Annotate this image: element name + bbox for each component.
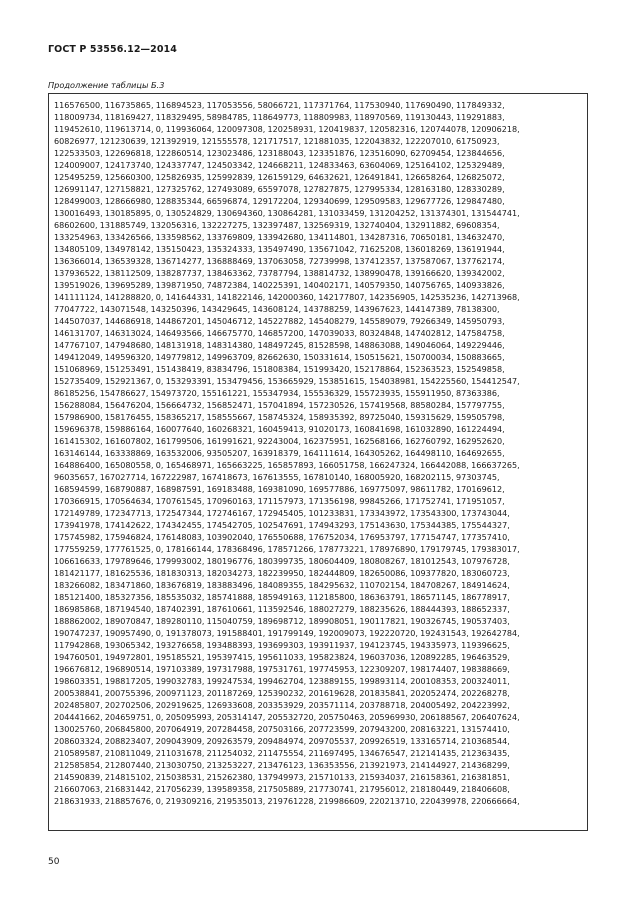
- table-line: 130016493, 130185895, 0, 130524829, 130694360, 130864281, 131033459, 131204252, 131374301, 131544741,: [54, 209, 520, 218]
- table-line: 190747237, 190957490, 0, 191378073, 191588401, 191799149, 192009073, 192220720, 192431543, 192642784,: [54, 629, 520, 638]
- table-line: 119452610, 119613714, 0, 119936064, 120097308, 120258931, 120419837, 120582316, 120744078, 120906218,: [54, 125, 520, 134]
- table-line: 96035657, 167027714, 167222987, 167418673, 167613555, 167810140, 168005920, 168202115, 97303745,: [54, 473, 500, 482]
- table-line: 161415302, 161607802, 161799506, 161991621, 92243004, 162375951, 162568166, 162760792, 162952620,: [54, 437, 505, 446]
- table-line: 60826977, 121230639, 121392919, 121555578, 121717517, 121881035, 122043832, 122207010, 61750923,: [54, 137, 500, 146]
- table-line: 151068969, 151253491, 151438419, 83834796, 151808384, 151993420, 152178864, 152363523, 152549858,: [54, 365, 505, 374]
- table-line: 137936522, 138112509, 138287737, 138463362, 73787794, 138814732, 138990478, 139166620, 139342002,: [54, 269, 505, 278]
- table-line: 122533503, 122696818, 122860514, 123023486, 123188043, 123351876, 123516090, 62709454, 123844656,: [54, 149, 505, 158]
- table-line: 134805109, 134978142, 135150423, 135324333, 135497490, 135671042, 71625208, 136018269, 136191944,: [54, 245, 505, 254]
- table-line: 77047722, 143071548, 143250396, 143429645, 143608124, 143788259, 143967623, 144147389, 78138300,: [54, 305, 500, 314]
- table-line: 216607063, 216831442, 217056239, 139589358, 217505889, 217730741, 217956012, 218180449, 218406608,: [54, 785, 510, 794]
- table-line: 194760501, 194972801, 195185521, 195397415, 195611033, 195823824, 196037036, 120892285, 196463529,: [54, 653, 510, 662]
- table-line: 163146144, 163338869, 163532006, 93505207, 163918379, 164111614, 164305262, 164498110, 164692655,: [54, 449, 505, 458]
- table-line: 196676812, 196890514, 197103389, 197317988, 197531761, 197745953, 122309207, 198174407, 198388669,: [54, 665, 510, 674]
- table-line: 124009007, 124173740, 124337747, 124503342, 124668211, 124833463, 63604069, 125164102, 125329489,: [54, 161, 505, 170]
- table-line: 181421177, 181625536, 181830313, 182034273, 182239950, 182444809, 182650086, 109377820, 183060723,: [54, 569, 510, 578]
- table-line: 183266082, 183471860, 183676819, 183883496, 184089355, 184295632, 110702154, 184708267, 184914624,: [54, 581, 510, 590]
- table-line: 202485807, 202702506, 202919625, 126933608, 203353929, 203571114, 203788718, 204005492, 204223992,: [54, 701, 510, 710]
- table-line: 208603324, 208823407, 209043909, 209263579, 209484974, 209705537, 209926519, 133165714, 210368544,: [54, 737, 510, 746]
- table-line: 106616633, 179789646, 179993002, 180196776, 180399735, 180604409, 180808267, 181012543, 107976728,: [54, 557, 510, 566]
- table-line: 118009734, 118169427, 118329495, 58984785, 118649773, 118809983, 118970569, 119130443, 119291883,: [54, 113, 505, 122]
- table-line: 141111124, 141288820, 0, 141644331, 141822146, 142000360, 142177807, 142356905, 142535236, 142713968,: [54, 293, 520, 302]
- table-line: 130025760, 206845800, 207064919, 207284458, 207503166, 207723599, 207943200, 208163221, 131574410,: [54, 725, 510, 734]
- table-line: 152735409, 152921367, 0, 153293391, 153479456, 153665929, 153851615, 154038981, 154225560, 154412547,: [54, 377, 520, 386]
- table-line: 139519026, 139695289, 139871950, 74872384, 140225391, 140402171, 140579350, 140756765, 140933826,: [54, 281, 505, 290]
- table-line: 204441662, 204659751, 0, 205095993, 205314147, 205532720, 205750463, 205969930, 206188567, 206407624,: [54, 713, 520, 722]
- table-line: 198603351, 198817205, 199032783, 199247534, 199462704, 123889155, 199893114, 200108353, 200324011,: [54, 677, 510, 686]
- table-line: 175745982, 175946824, 176148083, 103902040, 176550688, 176752034, 176953797, 177154747, 177357410,: [54, 533, 510, 542]
- table-line: 170366915, 170564634, 170761545, 170960163, 171157973, 171356198, 99845266, 171752741, 171951057,: [54, 497, 505, 506]
- table-line: 186985868, 187194540, 187402391, 187610661, 113592546, 188027279, 188235626, 188444393, 188652337,: [54, 605, 510, 614]
- table-line: 200538841, 200755396, 200971123, 201187269, 125390232, 201619628, 201835841, 202052474, 202268278,: [54, 689, 510, 698]
- table-frame: [48, 93, 588, 831]
- table-line: 177559259, 177761525, 0, 178166144, 178368496, 178571266, 178773221, 178976890, 179179745, 179383017,: [54, 545, 520, 554]
- table-line: 136366014, 136539328, 136714277, 136888469, 137063058, 72739998, 137412357, 137587067, 137762174,: [54, 257, 505, 266]
- table-number-block: [54, 100, 584, 808]
- table-line: 210589587, 210811049, 211031678, 211254032, 211475554, 211697495, 134676547, 212141435, 212363435,: [54, 749, 510, 758]
- table-line: 159696378, 159886164, 160077640, 160268321, 160459413, 91020173, 160841698, 161032890, 161224494,: [54, 425, 505, 434]
- table-line: 188862002, 189070847, 189280110, 115040759, 189698712, 189908051, 190117821, 190326745, 190537403,: [54, 617, 510, 626]
- table-line: 68602600, 131885749, 132056316, 132227275, 132397487, 132569319, 132740404, 132911882, 69608354,: [54, 221, 500, 230]
- document-standard-title: ГОСТ Р 53556.12—2014: [48, 44, 177, 55]
- table-continuation-caption: Продолжение таблицы Б.3: [48, 80, 165, 90]
- table-line: 146131707, 146313024, 146493566, 146675770, 146857200, 147039033, 80324848, 147402812, 147584758,: [54, 329, 505, 338]
- table-line: 164886400, 165080558, 0, 165468971, 165663225, 165857893, 166051758, 166247324, 166442088, 166637265,: [54, 461, 520, 470]
- table-line: 133254963, 133426566, 133598562, 133769809, 133942680, 134114801, 134287316, 70650181, 134632470,: [54, 233, 505, 242]
- table-line: 117942868, 193065342, 193276658, 193488393, 193699303, 193911937, 194123745, 194335973, 119396625,: [54, 641, 510, 650]
- table-line: 156288084, 156476204, 156664732, 156852471, 157041894, 157230526, 157419568, 88580284, 157797755,: [54, 401, 505, 410]
- table-line: 144507037, 144686918, 144867201, 145046712, 145227882, 145408279, 145589079, 79266349, 145950793,: [54, 317, 505, 326]
- table-line: 86185256, 154786627, 154973720, 155161221, 155347934, 155536329, 155723935, 155911950, 87363386,: [54, 389, 500, 398]
- table-line: 172149789, 172347713, 172547344, 172746167, 172945405, 101233831, 173343972, 173543300, 173743044,: [54, 509, 510, 518]
- table-line: 147767107, 147948680, 148131918, 148314380, 148497245, 81528598, 148863088, 149046064, 149229446,: [54, 341, 505, 350]
- table-line: 128499003, 128666980, 128835344, 66596874, 129172204, 129340699, 129509583, 129677726, 129847480,: [54, 197, 505, 206]
- table-line: 218631933, 218857676, 0, 219309216, 219535013, 219761228, 219986609, 220213710, 220439978, 220666664,: [54, 797, 520, 806]
- table-line: 125495259, 125660300, 125826935, 125992839, 126159129, 64632621, 126491841, 126658264, 126825072,: [54, 173, 505, 182]
- table-line: 173941978, 174142622, 174342455, 174542705, 102547691, 174943293, 175143630, 175344385, 175544327,: [54, 521, 510, 530]
- table-line: 126991147, 127158821, 127325762, 127493089, 65597078, 127827875, 127995334, 128163180, 128330289,: [54, 185, 505, 194]
- table-line: 157986900, 158176455, 158365217, 158555667, 158745324, 158935392, 89725040, 159315629, 159505798,: [54, 413, 505, 422]
- table-line: 168594599, 168790887, 168987591, 169183488, 169381090, 169577886, 169775097, 98611782, 170169612,: [54, 485, 505, 494]
- table-line: 214590839, 214815102, 215038531, 215262380, 137949973, 215710133, 215934037, 216158361, 216381851,: [54, 773, 510, 782]
- page-number: 50: [48, 857, 60, 867]
- table-line: 149412049, 149596320, 149779812, 149963709, 82662630, 150331614, 150515621, 150700034, 150883665,: [54, 353, 505, 362]
- table-line: 185121400, 185327356, 185535032, 185741888, 185949163, 112185800, 186363791, 186571145, 186778917,: [54, 593, 510, 602]
- table-line: 116576500, 116735865, 116894523, 117053556, 58066721, 117371764, 117530940, 117690490, 117849332,: [54, 101, 505, 110]
- table-line: 212585854, 212807440, 213030750, 213253227, 213476123, 136353556, 213921973, 214144927, 214368299,: [54, 761, 510, 770]
